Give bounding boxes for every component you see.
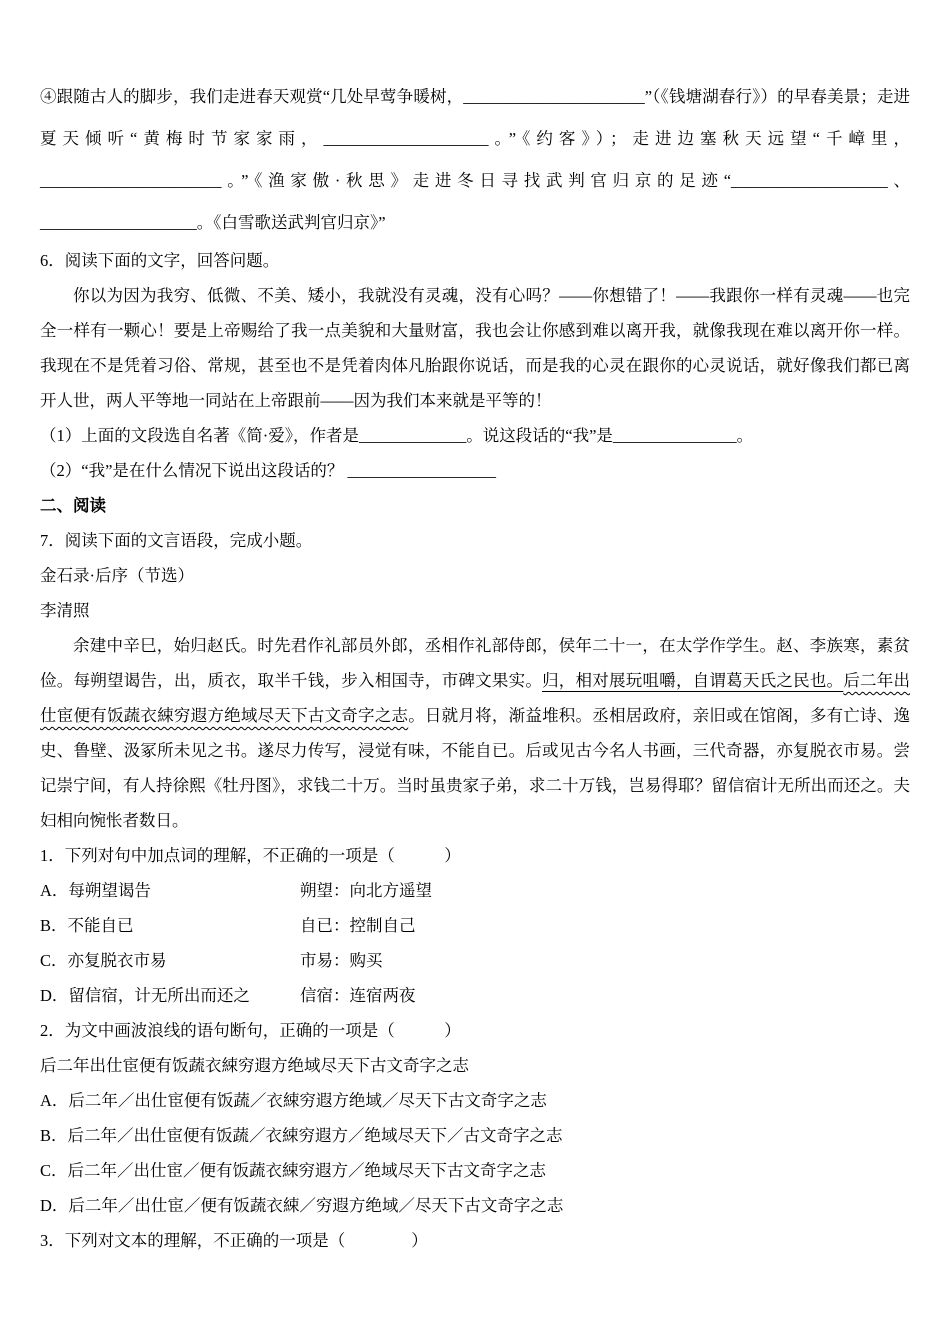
text-segment: 。日就月将，渐益堆积。丞相居政府，亲旧或在馆阁，多有亡诗、逸史、鲁壁、汲冢所未见之书。遂尽力传写，浸觉有味，不能自已。后或见古今名人书画，三代奇器，亦复脱衣市易。尝记崇宁间，有人持徐熙《牡丹图》，求钱二十万。当时虽贵家子弟，求二十万钱，岂易得耶？留信宿计无所出而还之。夫妇相向惋怅者数日。 (40, 706, 911, 831)
question-6-sub-1 (40, 419, 910, 454)
question-7-stem (40, 524, 910, 559)
text-segment: 你以为因为我穷、低微、不美、矮小，我就没有灵魂，没有心吗？——你想错了！——我跟你一样有灵魂——也完全一样有一颗心！要是上帝赐给了我一点美貌和大量财富，我也会让你感到难以离开我，就像我现在难以离开你一样。我现在不是凭着习俗、常规，甚至也不是凭着肉体凡胎跟你说话，而是我的心灵在跟你的心灵说话，就好像我们都已离开人世，两人平等地一同站在上帝跟前——因为我们本来就是平等的！ (40, 286, 910, 411)
text-segment: 。”《约客》）；走进边塞秋天远望“千嶂里， (488, 129, 910, 149)
text-segment: 2．为文中画波浪线的语句断句，正确的一项是（ ） (40, 1020, 461, 1040)
fill-in-blank: __________________ (347, 461, 497, 481)
question-2-option-a (40, 1084, 910, 1119)
question-2-option-d (40, 1189, 910, 1224)
question-2-option-c (40, 1154, 910, 1189)
text-segment: C．后二年／出仕宦／便有饭蔬衣綀穷遐方／绝域尽天下古文奇字之志 (40, 1160, 547, 1180)
option-phrase: C．亦复脱衣市易 (40, 951, 167, 970)
question-1-option-a (40, 874, 910, 909)
question-1-option-b (40, 909, 910, 944)
question-6-sub-2 (40, 454, 910, 489)
text-segment: 、 (887, 171, 910, 191)
question-1-option-c (40, 944, 910, 979)
question-2-option-b (40, 1119, 910, 1154)
question-6-stem (40, 244, 910, 279)
question-4-paragraph (40, 76, 910, 244)
option-phrase: A．每朔望谒告 (40, 881, 151, 901)
passage-title (40, 559, 910, 594)
text-segment: 二、阅读 (40, 496, 106, 516)
underlined-sentence: 归，相对展玩咀嚼，自谓葛天氏之民也。 (542, 671, 844, 691)
text-segment: 后二年出仕宦便有饭蔬衣綀穷遐方绝域尽天下古文奇字之志 (40, 1055, 469, 1075)
classical-passage (40, 629, 910, 839)
option-phrase: D．留信宿，计无所出而还之 (40, 985, 250, 1005)
section-2-heading (40, 489, 910, 524)
text-segment: B．后二年／出仕宦便有饭蔬／衣綀穷遐方／绝域尽天下／古文奇字之志 (40, 1125, 563, 1145)
text-segment: D．后二年／出仕宦／便有饭蔬衣綀／穷遐方绝域／尽天下古文奇字之志 (40, 1195, 564, 1215)
text-segment: 金石录·后序（节选） (40, 566, 194, 586)
text-segment: 李清照 (40, 601, 90, 621)
fill-in-blank: _____________ (359, 426, 467, 446)
text-segment: 3．下列对文本的理解，不正确的一项是（ ） (40, 1230, 428, 1250)
text-segment: 。说这段话的“我”是 (466, 426, 613, 446)
text-segment: 1．下列对句中加点词的理解，不正确的一项是（ ） (40, 846, 461, 866)
option-phrase: B．不能自已 (40, 916, 134, 936)
text-segment: 余建中辛巳，始归赵氏。时先君作礼部员外郎，丞相作礼部侍郎，侯年二十一，在太学作学生。赵、李族寒，素贫俭。每朔望谒告，出，质衣，取半千钱，步入相国寺，市碑文果实。 (40, 636, 910, 691)
fill-in-blank: _______________ (612, 426, 737, 446)
text-segment: ④跟随古人的脚步，我们走进春天观赏“几处早莺争暖树， (40, 87, 464, 106)
text-segment: 。 (736, 426, 754, 446)
text-segment: A．后二年／出仕宦便有饭蔬／衣綀穷遐方绝域／尽天下古文奇字之志 (40, 1090, 547, 1110)
question-2-sentence (40, 1049, 910, 1084)
question-3-stem (40, 1224, 910, 1259)
jane-eyre-quote (40, 279, 910, 419)
text-segment: 。”《渔家傲·秋思》走进冬日寻找武判官归京的足迹“ (221, 171, 732, 191)
wavy-underlined-sentence: 后二年出仕宦便有饭蔬衣綀穷遐方绝域尽天下古文奇字之志 (40, 671, 911, 726)
text-segment: 7．阅读下面的文言语段，完成小题。 (40, 531, 313, 551)
option-explanation: 信宿：连宿两夜 (300, 985, 416, 1005)
option-explanation: 朔望：向北方遥望 (300, 881, 432, 901)
question-2-stem (40, 1014, 910, 1049)
text-segment: ”（《钱塘湖春行》）的早春美景；走进夏天倾听“黄梅时节家家雨， (40, 87, 911, 149)
question-1-stem (40, 839, 910, 874)
text-segment: 6．阅读下面的文字，回答问题。 (40, 251, 280, 271)
passage-author (40, 594, 910, 629)
text-segment: 。《白雪歌送武判官归京》” (196, 213, 386, 233)
option-explanation: 市易：购买 (300, 951, 383, 970)
fill-in-blank: ____________________ (323, 129, 489, 149)
text-segment: （2）“我”是在什么情况下说出这段话的？ (40, 461, 348, 481)
question-1-option-d (40, 979, 910, 1014)
option-explanation: 自已：控制自己 (300, 916, 416, 936)
fill-in-blank: ______________________ (463, 87, 645, 106)
fill-in-blank: ___________________ (731, 171, 888, 191)
fill-in-blank: ___________________ (40, 213, 197, 233)
document-body (40, 76, 910, 1259)
fill-in-blank: ______________________ (40, 171, 222, 191)
text-segment: （1）上面的文段选自名著《简·爱》，作者是 (40, 426, 359, 446)
